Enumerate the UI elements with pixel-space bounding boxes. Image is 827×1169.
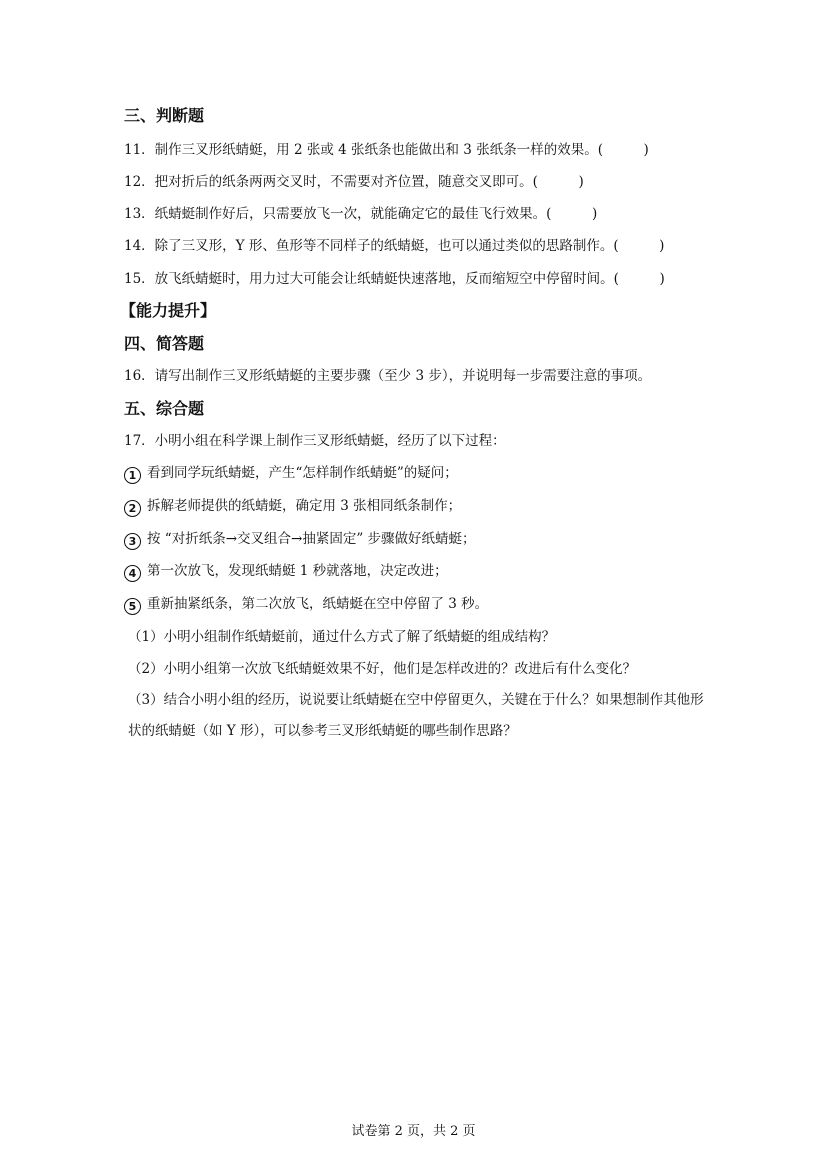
step-1	[124, 463, 458, 484]
ability-heading: 【能力提升】	[120, 301, 217, 320]
section-title-short-answer: 四、简答题	[124, 334, 205, 353]
question-14: 14．除了三叉形，Y 形、鱼形等不同样子的纸蜻蜓，也可以通过类似的思路制作。( )	[124, 238, 665, 254]
sub-question-1: （1）小明小组制作纸蜻蜓前，通过什么方式了解了纸蜻蜓的组成结构？	[128, 629, 556, 645]
question-11: 11．制作三叉形纸蜻蜓，用 2 张或 4 张纸条也能做出和 3 张纸条一样的效果。( )	[124, 142, 649, 158]
circled-number-3: 3	[124, 533, 141, 550]
section-title-judgment: 三、判断题	[124, 106, 205, 125]
question-15: 15．放飞纸蜻蜓时，用力过大可能会让纸蜻蜓快速落地，反而缩短空中停留时间。( )	[124, 271, 665, 287]
question-12: 12．把对折后的纸条两两交叉时，不需要对齐位置，随意交叉即可。( )	[124, 174, 584, 190]
question-16: 16．请写出制作三叉形纸蜻蜓的主要步骤（至少 3 步），并说明每一步需要注意的事项。	[124, 368, 652, 384]
step-text: 拆解老师提供的纸蜻蜓，确定用 3 张相同纸条制作；	[147, 498, 462, 514]
question-17: 17．小明小组在科学课上制作三叉形纸蜻蜓，经历了以下过程：	[124, 433, 506, 449]
step-5	[124, 594, 488, 615]
question-13: 13．纸蜻蜓制作好后，只需要放飞一次，就能确定它的最佳飞行效果。( )	[124, 206, 598, 222]
step-text: 重新抽紧纸条，第二次放飞，纸蜻蜓在空中停留了 3 秒。	[147, 596, 489, 612]
step-4	[124, 561, 448, 582]
sub-question-2: （2）小明小组第一次放飞纸蜻蜓效果不好，他们是怎样改进的？改进后有什么变化？	[128, 661, 637, 677]
step-3	[124, 529, 476, 550]
step-text: 第一次放飞，发现纸蜻蜓 1 秒就落地，决定改进；	[147, 563, 448, 579]
step-text: 看到同学玩纸蜻蜓，产生“怎样制作纸蜻蜓”的疑问；	[147, 465, 458, 481]
step-2	[124, 496, 461, 517]
circled-number-5: 5	[124, 598, 141, 615]
circled-number-1: 1	[124, 467, 141, 484]
step-text: 按 “对折纸条→交叉组合→抽紧固定” 步骤做好纸蜻蜓；	[147, 531, 476, 547]
circled-number-4: 4	[124, 565, 141, 582]
page-footer: 试卷第 2 页，共 2 页	[351, 1124, 476, 1139]
circled-number-2: 2	[124, 500, 141, 517]
sub-question-3: （3）结合小明小组的经历，说说要让纸蜻蜓在空中停留更久，关键在于什么？如果想制作其他形状的纸蜻蜓（如 Y 形），可以参考三叉形纸蜻蜓的哪些制作思路？	[128, 692, 704, 739]
section-title-comprehensive: 五、综合题	[124, 399, 205, 418]
